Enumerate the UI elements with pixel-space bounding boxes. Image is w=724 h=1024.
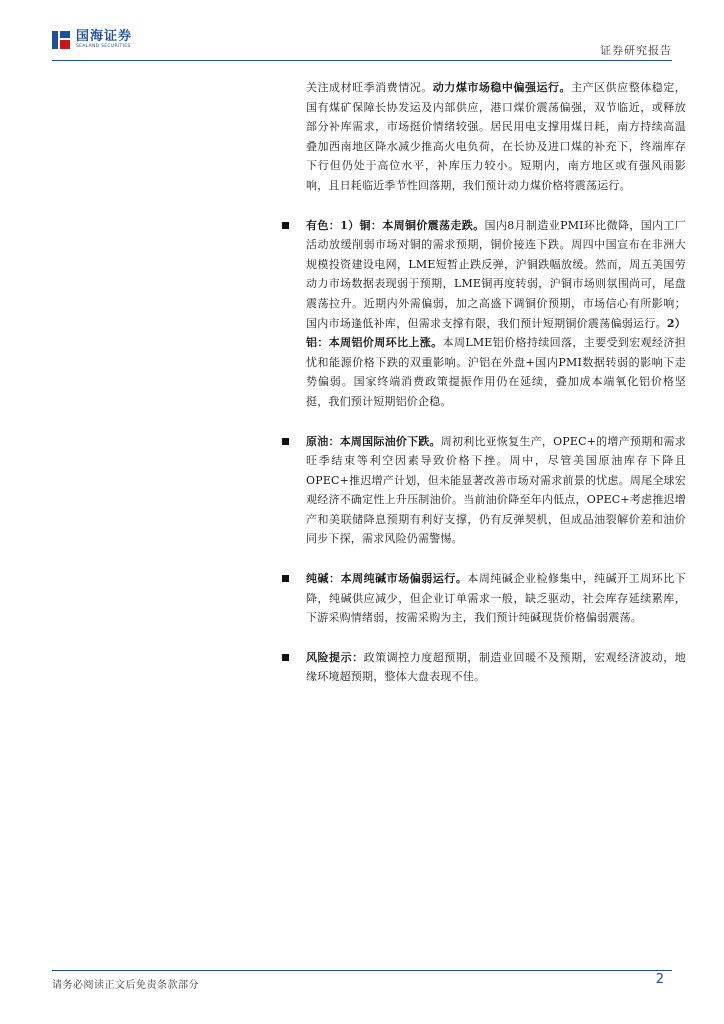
logo-name-cn: 国海证券 xyxy=(76,29,133,44)
bullet-icon xyxy=(282,438,289,445)
soda-ash-paragraph: 纯碱：本周纯碱市场偏弱运行。本周纯碱企业检修集中，纯碱开工周环比下降，纯碱供应减少，但企业订单需求一般，缺乏驱动，社会库存延续累库，下游采购情绪弱，按需采购为主，我们预计纯碱现货价格偏弱震荡。 xyxy=(306,572,686,625)
report-type-title: 证券研究报告 xyxy=(600,44,672,57)
logo-name-en: SEALAND SECURITIES xyxy=(76,44,131,49)
logo-mark-icon xyxy=(52,31,70,49)
thermal-coal-paragraph: 关注成材旺季消费情况。动力煤市场稳中偏强运行。主产区供应整体稳定，国有煤矿保障长协发运及内部供应，港口煤价震荡偏强，双节临近，或释放部分补库需求，市场挺价情绪较强。居民用电支撑用煤日耗，南方持续高温叠加西南地区降水减少推高火电负荷，在长协及进口煤的补充下，终端库存下行但仍处于高位水平，补库压力较小。短期内，南方地区或有强风雨影响，且日耗临近季节性回落期，我们预计动力煤价格将震荡运行。 xyxy=(306,81,686,192)
section-soda-ash xyxy=(306,569,686,628)
footer-divider xyxy=(52,970,672,971)
section-crude-oil xyxy=(306,432,686,550)
bullet-icon xyxy=(282,222,289,229)
section-nonferrous xyxy=(306,216,686,412)
risk-paragraph: 风险提示：政策调控力度超预期，制造业回暖不及预期，宏观经济波动，地缘环境超预期，整体大盘表现不佳。 xyxy=(306,650,686,684)
header-divider xyxy=(52,60,672,61)
page-number: 2 xyxy=(655,972,664,987)
section-risk xyxy=(306,648,686,687)
report-body xyxy=(306,78,686,687)
company-logo xyxy=(52,30,132,50)
crude-oil-paragraph: 原油：本周国际油价下跌。周初利比亚恢复生产，OPEC+的增产预期和需求旺季结束等利空因素导致价格下挫。周中，尽管美国原油库存下降且OPEC+推迟增产计划，但未能显著改善市场对需求前景的忧虑。周尾全球宏观经济不确定性上升压制油价。当前油价降至年内低点，OPEC+考虑推迟增产和美联储降息预期有利好支撑，仍有反弹契机，但成品油裂解价差和油价同步下探，需求风险仍需警惕。 xyxy=(306,434,686,546)
bullet-icon xyxy=(282,575,289,582)
bullet-icon xyxy=(282,654,289,661)
page-header xyxy=(0,0,724,62)
disclaimer-note: 请务必阅读正文后免责条款部分 xyxy=(52,980,199,991)
nonferrous-paragraph: 有色：1）铜：本周铜价震荡走跌。国内8月制造业PMI环比微降，国内工厂活动放缓削弱市场对铜的需求预期，铜价接连下跌。周四中国宣布在非洲大规模投资建设电网，LME短暂止跌反弹，沪铜跌幅放缓。然而，周五美国劳动力市场数据表现弱于预期，LME铜再度转弱，沪铜市场则氛围尚可，尾盘震荡拉升。近期内外需偏弱，加之高盛下调铜价预期，市场信心有所影响；国内市场逢低补库，但需求支撑有限，我们预计短期铜价震荡偏弱运行。2）铝：本周铝价周环比上涨。本周LME铝价格持续回落，主要受到宏观经济担忧和能源价格下跌的双重影响。沪铝在外盘+国内PMI数据转弱的影响下走势偏弱。国家终端消费政策提振作用仍在延续，叠加成本端氧化铝价格坚挺，我们预计短期铝价企稳。 xyxy=(306,218,687,408)
